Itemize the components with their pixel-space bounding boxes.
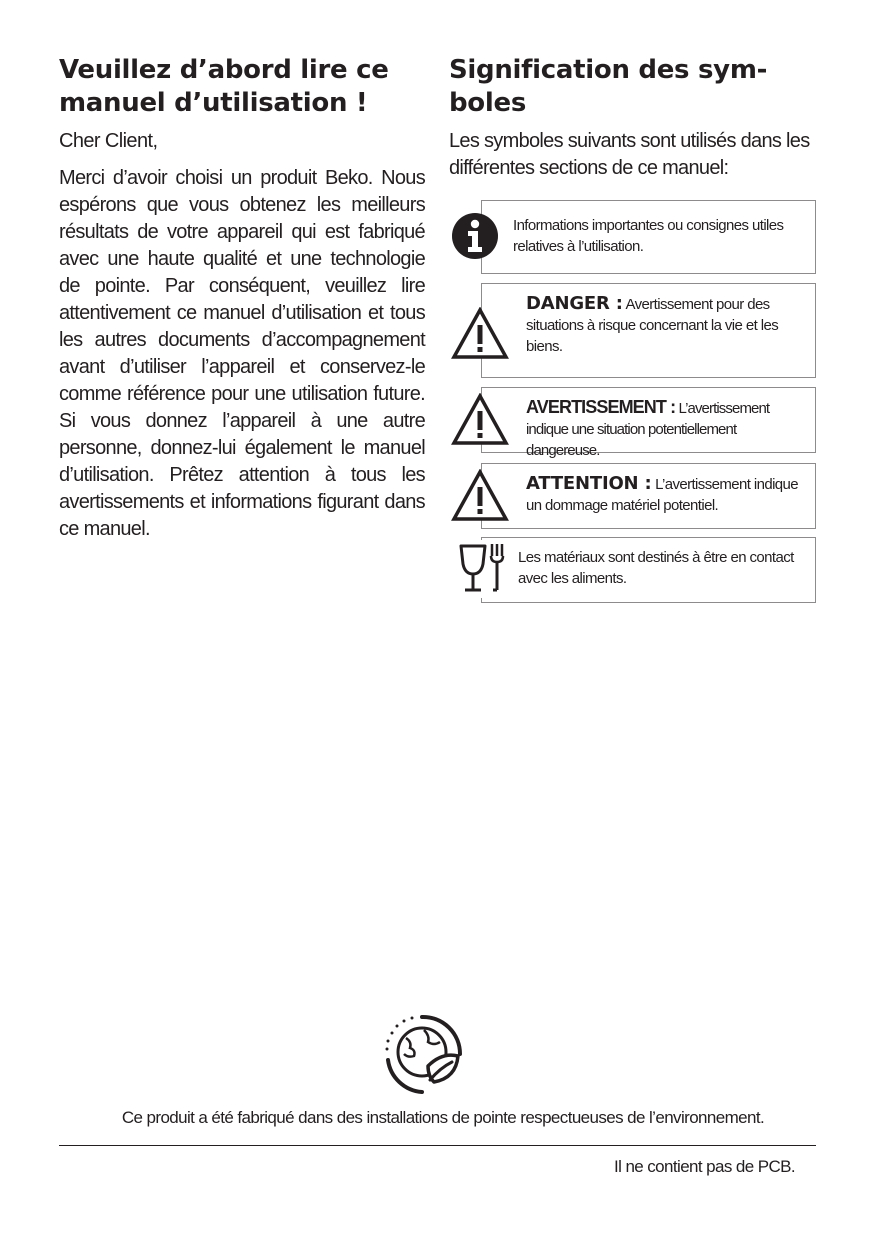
intro-column [59,54,425,543]
symbol-row-danger [449,283,816,378]
glass-fork-icon [455,540,513,598]
danger-label: DANGER : [526,293,623,314]
avertissement-description: L’avertissement indique une situation potentiellement dangereuse. [526,400,770,459]
symbols-column [449,54,816,182]
warning-triangle-icon [451,307,509,361]
attention-label: ATTENTION : [526,473,652,494]
attention-description: L’avertissement indique un dommage matériel potentiel. [526,476,799,514]
eco-caption: Ce produit a été fabriqué dans des installations de pointe respectueuses de l’environnement. [121,1108,765,1127]
symbol-row-info [449,198,816,274]
info-icon [451,212,499,260]
symbol-text [526,397,811,461]
symbol-row-warning [449,387,816,459]
warning-triangle-icon [451,469,509,523]
symbol-text [526,473,811,516]
symbols-intro: Les symboles suivants sont utilisés dans les différentes sections de ce manuel: [449,130,810,179]
symbol-text: Informations importantes ou consignes utiles relatives à l’utilisation. [513,217,784,255]
danger-description: Avertissement pour des situations à risque concernant la vie et les biens. [526,296,779,355]
avertissement-label: AVERTISSEMENT : [526,397,676,417]
symbol-row-attention [449,463,816,529]
symbols-title: Signification des sym- boles [449,55,768,118]
symbol-row-food-contact [449,537,816,603]
pcb-note: Il ne contient pas de PCB. [614,1157,795,1176]
globe-leaf-icon [382,1012,466,1096]
footer-divider [59,1145,816,1146]
symbol-text [526,293,811,357]
intro-paragraph: Merci d’avoir choisi un produit Beko. Nous espérons que vous obtenez les meilleurs résultats de votre appareil qui est fabriqué avec une haute qualité et une technologie de pointe. Par conséquent, veuillez lire attentivement ce manuel d’utilisation et tous les autres documents d’accompagnement avant d’utiliser l’appareil et conservez-le comme référence pour une utilisation future. Si vous donnez l’appareil à une autre personne, donnez-lui également le manuel d’utilisation. Prêtez attention à tous les avertissements et informations figurant dans ce manuel. [59,167,425,540]
warning-triangle-icon [451,393,509,447]
page-title: Veuillez d’abord lire ce manuel d’utilisation ! [59,55,389,118]
symbol-text: Les matériaux sont destinés à être en contact avec les aliments. [518,549,794,587]
greeting: Cher Client, [59,130,158,152]
